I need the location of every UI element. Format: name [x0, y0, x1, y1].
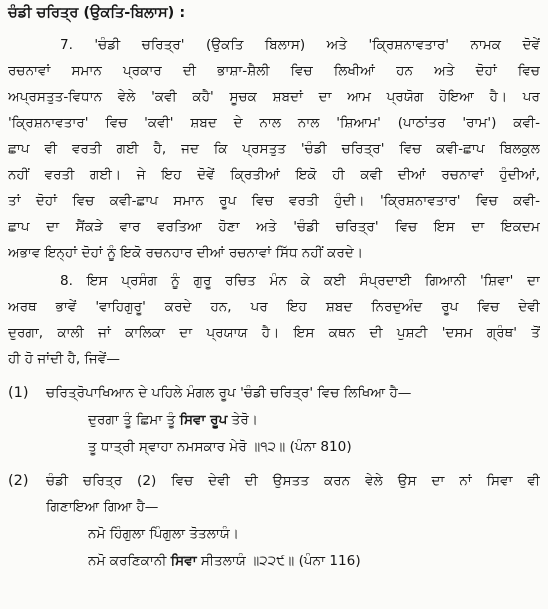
- paragraph-7-line-7: ਤਾਂ ਦੋਹਾਂ ਵਿਚ ਕਵੀ-ਛਾਪ ਸਮਾਨ ਰੂਪ ਵਿਚ ਵਰਤੀ ਹੁੰਦੀ। 'ਕ੍ਰਿਸ਼ਨਾਵਤਾਰ' ਵਿਚ ਕਵੀ-: [8, 193, 540, 209]
- highlighted-term: ਸਿਵਾ ਰੂਪ: [179, 412, 228, 428]
- highlighted-term: ਸਿਵਾ: [170, 553, 197, 569]
- paragraph-7-line-3: ਅਪ੍ਰਸਤੁਤ-ਵਿਧਾਨ ਵੇਲੇ 'ਕਵੀ ਕਹੈ' ਸੂਚਕ ਸ਼ਬਦਾਂ ਦਾ ਆਮ ਪ੍ਰਯੋਗ ਹੋਇਆ ਹੈ। ਪਰ: [8, 89, 540, 105]
- paragraph-8-line-2: ਅਰਥ ਭਾਵੇਂ 'ਵਾਹਿਗੁਰੂ' ਕਰਦੇ ਹਨ, ਪਰ ਇਹ ਸ਼ਬਦ ਨਿਰਦੁਅੰਦ ਰੂਪ ਵਿਚ ਦੇਵੀ: [8, 299, 540, 315]
- paragraph-7-line-4: 'ਕ੍ਰਿਸ਼ਨਾਵਤਾਰ' ਵਿਚ 'ਕਵੀ' ਸ਼ਬਦ ਦੇ ਨਾਲ ਨਾਲ 'ਸ਼ਿਆਮ' (ਪਾਠਾਂਤਰ 'ਰਾਮ') ਕਵੀ-: [8, 115, 540, 131]
- quote-2-verse-1: ਨਮੋ ਹਿੰਗੁਲਾ ਪਿੰਗੁਲਾ ਤੋਤਲਾਯੰ।: [88, 526, 239, 542]
- paragraph-8-line-1: 8. ਇਸ ਪ੍ਰਸੰਗ ਨੂੰ ਗੁਰੂ ਰਚਿਤ ਮੰਨ ਕੇ ਕਈ ਸੰਪ੍ਰਦਾਈ ਗਿਆਨੀ 'ਸ਼ਿਵਾ' ਦਾ: [60, 273, 540, 289]
- paragraph-7-line-2: ਰਚਨਾਵਾਂ ਸਮਾਨ ਪ੍ਰਕਾਰ ਦੀ ਭਾਸ਼ਾ-ਸ਼ੈਲੀ ਵਿਚ ਲਿਖੀਆਂ ਹਨ ਅਤੇ ਦੋਹਾਂ ਵਿਚ: [8, 63, 540, 79]
- quote-1-number: (1): [8, 385, 29, 401]
- section-heading: ਚੰਡੀ ਚਰਿਤ੍ਰ (ਉਕਤਿ-ਬਿਲਾਸ) :: [8, 5, 186, 21]
- paragraph-8-line-3: ਦੁਰਗਾ, ਕਾਲੀ ਜਾਂ ਕਾਲਿਕਾ ਦਾ ਪ੍ਰਯਾਯ ਹੈ। ਇਸ ਕਥਨ ਦੀ ਪੁਸ਼ਟੀ 'ਦਸਮ ਗ੍ਰੰਥ' ਤੋਂ: [8, 325, 540, 341]
- paragraph-8-line-4: ਹੀ ਹੋ ਜਾਂਦੀ ਹੈ, ਜਿਵੇਂ—: [8, 351, 120, 367]
- paragraph-7-line-6: ਨਹੀਂ ਵਰਤੀ ਗਈ। ਜੇ ਇਹ ਦੋਵੇਂ ਕ੍ਰਿਤੀਆਂ ਇਕੋ ਹੀ ਕਵੀ ਦੀਆਂ ਰਚਨਾਵਾਂ ਹੁੰਦੀਆਂ,: [8, 167, 540, 183]
- quote-2-number: (2): [8, 473, 29, 489]
- page-reference: (ਪੰਨਾ 810): [289, 439, 352, 455]
- paragraph-7-line-5: ਛਾਪ ਵੀ ਵਰਤੀ ਗਈ ਹੈ, ਜਦ ਕਿ ਪ੍ਰਸਤੁਤ 'ਚੰਡੀ ਚਰਿਤ੍ਰ' ਵਿਚ ਕਵੀ-ਛਾਪ ਬਿਲਕੁਲ: [8, 141, 540, 157]
- quote-2-verse-2: ਨਮੋ ਕਰਣਿਕਾਨੀ ਸਿਵਾ ਸੀਤਲਾਯੰ ॥੨੨੯॥ (ਪੰਨਾ 116): [88, 553, 361, 569]
- quote-1-verse-2: ਤੂ ਧਾਤ੍ਰੀ ਸ੍ਵਾਹਾ ਨਮਸਕਾਰ ਮੇਰੋ ॥੧੨॥ (ਪੰਨਾ 810): [88, 439, 352, 455]
- quote-2-intro-line-2: ਗਿਣਾਇਆ ਗਿਆ ਹੈ—: [46, 499, 159, 515]
- quote-1-verse-1: ਦੁਰਗਾ ਤੂੰ ਛਿਮਾ ਤੂੰ ਸਿਵਾ ਰੂਪ ਤੇਰੋ।: [88, 412, 258, 428]
- paragraph-7-line-9: ਅਭਾਵ ਇਨ੍ਹਾਂ ਦੋਹਾਂ ਨੂੰ ਇਕੋ ਰਚਨਹਾਰ ਦੀਆਂ ਰਚਨਾਵਾਂ ਸਿੱਧ ਨਹੀਂ ਕਰਦੇ।: [8, 245, 364, 261]
- paragraph-7-line-1: 7. 'ਚੰਡੀ ਚਰਿਤ੍ਰ' (ਉਕਤਿ ਬਿਲਾਸ) ਅਤੇ 'ਕ੍ਰਿਸ਼ਨਾਵਤਾਰ' ਨਾਮਕ ਦੋਵੇਂ: [60, 37, 540, 53]
- quote-2-intro-line-1: ਚੰਡੀ ਚਰਿਤ੍ਰ (2) ਵਿਚ ਦੇਵੀ ਦੀ ਉਸਤਤ ਕਰਨ ਵੇਲੇ ਉਸ ਦਾ ਨਾਂ ਸਿਵਾ ਵੀ: [46, 473, 540, 489]
- quote-1-intro: ਚਰਿਤ੍ਰੋਪਾਖਿਆਨ ਦੇ ਪਹਿਲੇ ਮੰਗਲ ਰੂਪ 'ਚੰਡੀ ਚਰਿਤ੍ਰ' ਵਿਚ ਲਿਖਿਆ ਹੈ—: [46, 385, 412, 401]
- paragraph-7-line-8: ਛਾਪ ਦਾ ਸੈਂਕੜੇ ਵਾਰ ਵਰਤਿਆ ਹੋਣਾ ਅਤੇ 'ਚੰਡੀ ਚਰਿਤ੍ਰ' ਵਿਚ ਇਸ ਦਾ ਇਕਦਮ: [8, 219, 540, 235]
